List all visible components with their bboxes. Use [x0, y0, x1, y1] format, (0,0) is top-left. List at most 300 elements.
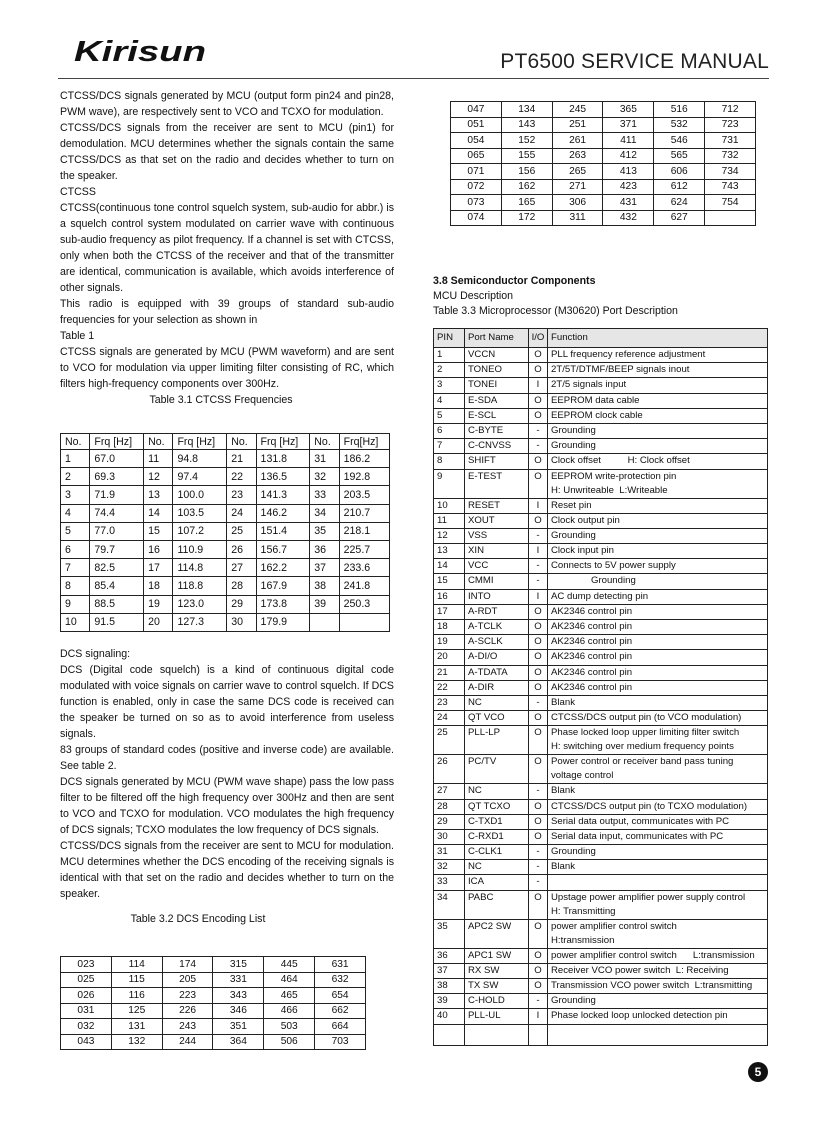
port-function [548, 393, 768, 408]
port-function [548, 979, 768, 994]
io-direction: - [529, 559, 548, 574]
column-header: Frq [Hz] [256, 434, 310, 450]
table-row [451, 102, 756, 118]
port-function [548, 1009, 768, 1024]
io-direction: - [529, 528, 548, 543]
table-cell: 15 [144, 522, 173, 540]
port-function [548, 799, 768, 814]
port-name: A-DIR [465, 680, 529, 695]
function-line: Clock offset H: Clock offset [551, 455, 690, 467]
port-function [548, 845, 768, 860]
table-cell: 250.3 [339, 595, 389, 613]
function-line: Clock input pin [551, 545, 614, 557]
io-direction: O [529, 948, 548, 963]
pin-number: 23 [434, 695, 465, 710]
io-direction: - [529, 875, 548, 890]
table-cell: 13 [144, 486, 173, 504]
manual-title: PT6500 SERVICE MANUAL [500, 50, 769, 73]
table-cell: 131.8 [256, 450, 310, 468]
table-row [61, 468, 390, 486]
table-cell: 734 [705, 164, 756, 180]
table-cell: 664 [315, 1019, 366, 1035]
table-cell: 118.8 [173, 577, 227, 595]
port-function [548, 829, 768, 844]
table-cell: 1 [61, 450, 90, 468]
table-cell: 39 [310, 595, 339, 613]
port-name: C-TXD1 [465, 814, 529, 829]
pin-number: 12 [434, 528, 465, 543]
table-header-row [434, 329, 768, 348]
table-cell: 192.8 [339, 468, 389, 486]
pin-row [434, 408, 768, 423]
column-header: No. [61, 434, 90, 450]
port-function [548, 875, 768, 890]
pin-number: 35 [434, 919, 465, 948]
section-heading: 3.8 Semiconductor Components [433, 275, 596, 287]
pin-row [434, 423, 768, 438]
port-name: A-SCLK [465, 635, 529, 650]
pin-row [434, 845, 768, 860]
paragraph: 83 groups of standard codes (positive and inverse code) are available. See table 2. [60, 744, 394, 772]
table-cell: 306 [552, 195, 603, 211]
io-direction: O [529, 890, 548, 919]
column-header: Frq [Hz] [173, 434, 227, 450]
table-cell: 532 [654, 117, 705, 133]
io-direction: O [529, 650, 548, 665]
column-header: PIN [434, 329, 465, 348]
paragraph: CTCSS [60, 186, 96, 198]
function-line: AK2346 control pin [551, 636, 633, 648]
io-direction: O [529, 814, 548, 829]
column-header: No. [144, 434, 173, 450]
table-cell: 71.9 [90, 486, 144, 504]
pin-number: 1 [434, 348, 465, 363]
table-cell [434, 1024, 465, 1045]
function-line: Receiver VCO power switch L: Receiving [551, 964, 729, 976]
table-cell: 107.2 [173, 522, 227, 540]
paragraph: DCS (Digital code squelch) is a kind of continuous digital code modulated with voice signals on carrier wave to control squelch. If DCS function is enabled, only in case the same DCS code is received can the speaker be turned on so as to avoid interference from useless signals. [60, 664, 394, 740]
port-function [548, 665, 768, 680]
function-line: AK2346 control pin [551, 666, 633, 678]
pin-number: 11 [434, 513, 465, 528]
table-cell: 6 [61, 540, 90, 558]
pin-number: 36 [434, 948, 465, 963]
port-name: XIN [465, 544, 529, 559]
column-header: No. [227, 434, 256, 450]
table-cell: 703 [315, 1034, 366, 1050]
pin-number: 26 [434, 755, 465, 784]
header-divider [58, 78, 769, 79]
function-line: AC dump detecting pin [551, 590, 649, 602]
io-direction: O [529, 711, 548, 726]
function-line: Power control or receiver band pass tuning [551, 756, 734, 768]
column-header: No. [310, 434, 339, 450]
function-line: EEPROM data cable [551, 394, 640, 406]
table-cell: 364 [213, 1034, 264, 1050]
port-function [548, 755, 768, 784]
table-cell [310, 613, 339, 631]
table-cell [339, 613, 389, 631]
port-function [548, 814, 768, 829]
table-row [61, 450, 390, 468]
table-cell: 152 [501, 133, 552, 149]
table-cell: 127.3 [173, 613, 227, 631]
column-header: Frq [Hz] [90, 434, 144, 450]
table-cell: 065 [451, 148, 502, 164]
table-cell: 9 [61, 595, 90, 613]
port-function [548, 408, 768, 423]
table-cell: 29 [227, 595, 256, 613]
port-name: E-TEST [465, 469, 529, 498]
table-row [61, 613, 390, 631]
port-name: E-SCL [465, 408, 529, 423]
function-line: H:transmission [551, 934, 615, 946]
pin-number: 40 [434, 1009, 465, 1024]
table-cell: 466 [264, 1003, 315, 1019]
table-row [451, 148, 756, 164]
port-function [548, 544, 768, 559]
port-function [548, 589, 768, 604]
semiconductor-section [433, 274, 678, 319]
port-name: TONEO [465, 363, 529, 378]
function-line: 2T/5T/DTMF/BEEP signals inout [551, 364, 690, 376]
function-line: H: Unwriteable L:Writeable [551, 484, 668, 496]
table-cell: 546 [654, 133, 705, 149]
table-cell: 11 [144, 450, 173, 468]
table-row [61, 1019, 366, 1035]
pin-row [434, 711, 768, 726]
table-cell: 631 [315, 957, 366, 973]
table-cell: 174 [162, 957, 213, 973]
table-cell: 162 [501, 179, 552, 195]
table-cell: 218.1 [339, 522, 389, 540]
pin-row [434, 963, 768, 978]
table-cell: 411 [603, 133, 654, 149]
pin-row [434, 919, 768, 948]
section-subheading: MCU Description [433, 290, 514, 302]
table-cell: 654 [315, 988, 366, 1004]
port-function [548, 635, 768, 650]
table-cell: 35 [310, 522, 339, 540]
column-header: Port Name [465, 329, 529, 348]
function-line: Grounding [551, 529, 596, 541]
table-row [61, 957, 366, 973]
table-caption: Table 3.2 DCS Encoding List [130, 913, 266, 925]
pin-row [434, 814, 768, 829]
table-cell: 32 [310, 468, 339, 486]
function-line: Phase locked loop unlocked detection pin [551, 1010, 728, 1022]
table-cell: 82.5 [90, 559, 144, 577]
table-cell: 025 [61, 972, 112, 988]
pin-row [434, 574, 768, 589]
function-line: Blank [551, 696, 575, 708]
port-function [548, 650, 768, 665]
pin-row [434, 979, 768, 994]
table-cell: 723 [705, 117, 756, 133]
io-direction: - [529, 423, 548, 438]
function-line: Grounding [551, 575, 636, 587]
table-cell: 203.5 [339, 486, 389, 504]
pin-number: 28 [434, 799, 465, 814]
table-row [61, 540, 390, 558]
table-cell: 8 [61, 577, 90, 595]
function-line: EEPROM clock cable [551, 409, 643, 421]
table-cell: 445 [264, 957, 315, 973]
pin-row [434, 875, 768, 890]
table-cell: 67.0 [90, 450, 144, 468]
table-cell: 37 [310, 559, 339, 577]
pin-number: 39 [434, 994, 465, 1009]
pin-row [434, 620, 768, 635]
pin-number: 9 [434, 469, 465, 498]
port-name: VSS [465, 528, 529, 543]
port-name: C-BYTE [465, 423, 529, 438]
io-direction: O [529, 799, 548, 814]
io-direction: O [529, 393, 548, 408]
pin-number: 25 [434, 726, 465, 755]
table-cell: 031 [61, 1003, 112, 1019]
table-row [451, 164, 756, 180]
table-cell: 114 [111, 957, 162, 973]
pin-row [434, 755, 768, 784]
port-name: QT TCXO [465, 799, 529, 814]
table-cell: 423 [603, 179, 654, 195]
column-header: Frq[Hz] [339, 434, 389, 450]
table-cell: 172 [501, 210, 552, 226]
table-cell: 146.2 [256, 504, 310, 522]
port-name: E-SDA [465, 393, 529, 408]
port-function [548, 726, 768, 755]
port-name: A-TDATA [465, 665, 529, 680]
table-cell: 243 [162, 1019, 213, 1035]
table-cell [465, 1024, 529, 1045]
pin-row [434, 799, 768, 814]
table-cell: 22 [227, 468, 256, 486]
pin-row [434, 363, 768, 378]
table-cell: 34 [310, 504, 339, 522]
table-cell: 632 [315, 972, 366, 988]
table-cell: 132 [111, 1034, 162, 1050]
table-row [61, 559, 390, 577]
io-direction: O [529, 665, 548, 680]
io-direction: O [529, 620, 548, 635]
pin-number: 33 [434, 875, 465, 890]
port-function [548, 363, 768, 378]
table-cell: 7 [61, 559, 90, 577]
table-cell: 18 [144, 577, 173, 595]
table-row [451, 133, 756, 149]
io-direction: - [529, 784, 548, 799]
function-line: Blank [551, 785, 575, 797]
pin-row [434, 559, 768, 574]
function-line: AK2346 control pin [551, 621, 633, 632]
port-function [548, 948, 768, 963]
table-header-row [61, 434, 390, 450]
port-function [548, 423, 768, 438]
table-cell [529, 1024, 548, 1045]
function-line: AK2346 control pin [551, 681, 633, 693]
port-function [548, 963, 768, 978]
table-cell: 114.8 [173, 559, 227, 577]
pin-row [434, 589, 768, 604]
pin-number: 32 [434, 860, 465, 875]
table-cell: 432 [603, 210, 654, 226]
table-cell: 134 [501, 102, 552, 118]
table-cell: 265 [552, 164, 603, 180]
pin-number: 24 [434, 711, 465, 726]
port-function [548, 919, 768, 948]
paragraph: DCS signals generated by MCU (PWM wave shape) pass the low pass filter to be filtered off the high frequency over 300Hz and then are sent to VCO and TCXO for modulation. VCO modulates the high frequency of DCS signals; TCXO modulates the low frequency of DCS signals. [60, 776, 394, 836]
table-cell: 103.5 [173, 504, 227, 522]
function-line: Grounding [551, 995, 596, 1007]
table-cell: 346 [213, 1003, 264, 1019]
pin-row [434, 680, 768, 695]
table-cell: 12 [144, 468, 173, 486]
pin-number: 27 [434, 784, 465, 799]
table-cell: 24 [227, 504, 256, 522]
page-number: 5 [748, 1062, 768, 1082]
table-cell: 245 [552, 102, 603, 118]
column-header: Function [548, 329, 768, 348]
table-caption: Table 3.3 Microprocessor (M30620) Port Description [433, 305, 678, 317]
paragraph: DCS signaling: [60, 648, 131, 660]
pin-row [434, 1009, 768, 1024]
table-cell: 606 [654, 164, 705, 180]
pin-row [434, 665, 768, 680]
table-cell [548, 1024, 768, 1045]
io-direction: - [529, 574, 548, 589]
pin-number: 8 [434, 454, 465, 469]
table-cell: 136.5 [256, 468, 310, 486]
pin-row [434, 890, 768, 919]
table-row [451, 210, 756, 226]
port-name: C-CNVSS [465, 439, 529, 454]
table-row [61, 988, 366, 1004]
port-function [548, 454, 768, 469]
table-cell: 28 [227, 577, 256, 595]
port-function [548, 994, 768, 1009]
kirisun-logo [72, 34, 212, 70]
port-name: NC [465, 860, 529, 875]
table-cell: 043 [61, 1034, 112, 1050]
table-cell: 743 [705, 179, 756, 195]
table-cell: 210.7 [339, 504, 389, 522]
io-direction: O [529, 348, 548, 363]
io-direction: O [529, 469, 548, 498]
io-direction: O [529, 363, 548, 378]
port-function [548, 620, 768, 635]
io-direction: I [529, 589, 548, 604]
function-line: Serial data input, communicates with PC [551, 830, 724, 842]
function-line: Upstage power amplifier power supply control [551, 891, 746, 903]
io-direction: O [529, 408, 548, 423]
pin-row [434, 378, 768, 393]
io-direction: I [529, 498, 548, 513]
column-header: I/O [529, 329, 548, 348]
io-direction: O [529, 680, 548, 695]
pin-number: 3 [434, 378, 465, 393]
table-cell: 27 [227, 559, 256, 577]
table-cell: 10 [61, 613, 90, 631]
table-cell: 179.9 [256, 613, 310, 631]
io-direction: I [529, 544, 548, 559]
io-direction: O [529, 454, 548, 469]
table-cell: 16 [144, 540, 173, 558]
table-cell: 97.4 [173, 468, 227, 486]
pin-number: 10 [434, 498, 465, 513]
table-row [61, 1034, 366, 1050]
table-cell: 263 [552, 148, 603, 164]
table-cell: 77.0 [90, 522, 144, 540]
table-cell: 311 [552, 210, 603, 226]
port-function [548, 528, 768, 543]
pin-row [434, 498, 768, 513]
table-row [61, 486, 390, 504]
table-cell: 143 [501, 117, 552, 133]
pin-row [434, 439, 768, 454]
table-row [61, 504, 390, 522]
table-cell: 38 [310, 577, 339, 595]
pin-number: 13 [434, 544, 465, 559]
port-name: ICA [465, 875, 529, 890]
pin-row [434, 469, 768, 498]
table-cell: 26 [227, 540, 256, 558]
function-line: H: switching over medium frequency points [551, 741, 734, 753]
pin-row [434, 860, 768, 875]
table-cell: 754 [705, 195, 756, 211]
io-direction: O [529, 513, 548, 528]
paragraph: This radio is equipped with 39 groups of standard sub-audio frequencies for your selection as shown in [60, 298, 394, 326]
pin-row [434, 348, 768, 363]
function-line: EEPROM write-protection pin [551, 470, 677, 482]
table-cell: 4 [61, 504, 90, 522]
table-cell: 073 [451, 195, 502, 211]
io-direction: O [529, 635, 548, 650]
table-cell: 225.7 [339, 540, 389, 558]
pin-row [434, 829, 768, 844]
table-cell: 205 [162, 972, 213, 988]
port-name: C-CLK1 [465, 845, 529, 860]
pin-row [434, 784, 768, 799]
table-row [61, 972, 366, 988]
table-cell: 732 [705, 148, 756, 164]
pin-number: 37 [434, 963, 465, 978]
io-direction: O [529, 604, 548, 619]
pin-number: 38 [434, 979, 465, 994]
port-name: A-RDT [465, 604, 529, 619]
io-direction: - [529, 860, 548, 875]
table-cell: 662 [315, 1003, 366, 1019]
function-line: Grounding [551, 440, 596, 452]
table-cell: 151.4 [256, 522, 310, 540]
paragraph: Table 1 [60, 330, 95, 342]
table-cell: 25 [227, 522, 256, 540]
table-caption: Table 3.1 CTCSS Frequencies [149, 394, 293, 406]
table-cell: 261 [552, 133, 603, 149]
table-cell: 91.5 [90, 613, 144, 631]
table-cell: 464 [264, 972, 315, 988]
port-name: PLL-UL [465, 1009, 529, 1024]
function-line: Serial data output, communicates with PC [551, 815, 730, 827]
table-blank-row [434, 1024, 768, 1045]
port-name: C-RXD1 [465, 829, 529, 844]
table-cell: 465 [264, 988, 315, 1004]
function-line: Grounding [551, 424, 596, 436]
paragraph: CTCSS(continuous tone control squelch system, sub-audio for abbr.) is a squelch control system modulated on carrier wave with continuous sub-audio frequency as pilot frequency. If a channel is set with CTCSS, only when both the CTCSS of the receiver and that of the transmitter are identical, communication is available, which avoids interference of other signals. [60, 202, 394, 294]
pin-number: 17 [434, 604, 465, 619]
port-name: CMMI [465, 574, 529, 589]
dcs-encoding-table-left [60, 956, 366, 1050]
